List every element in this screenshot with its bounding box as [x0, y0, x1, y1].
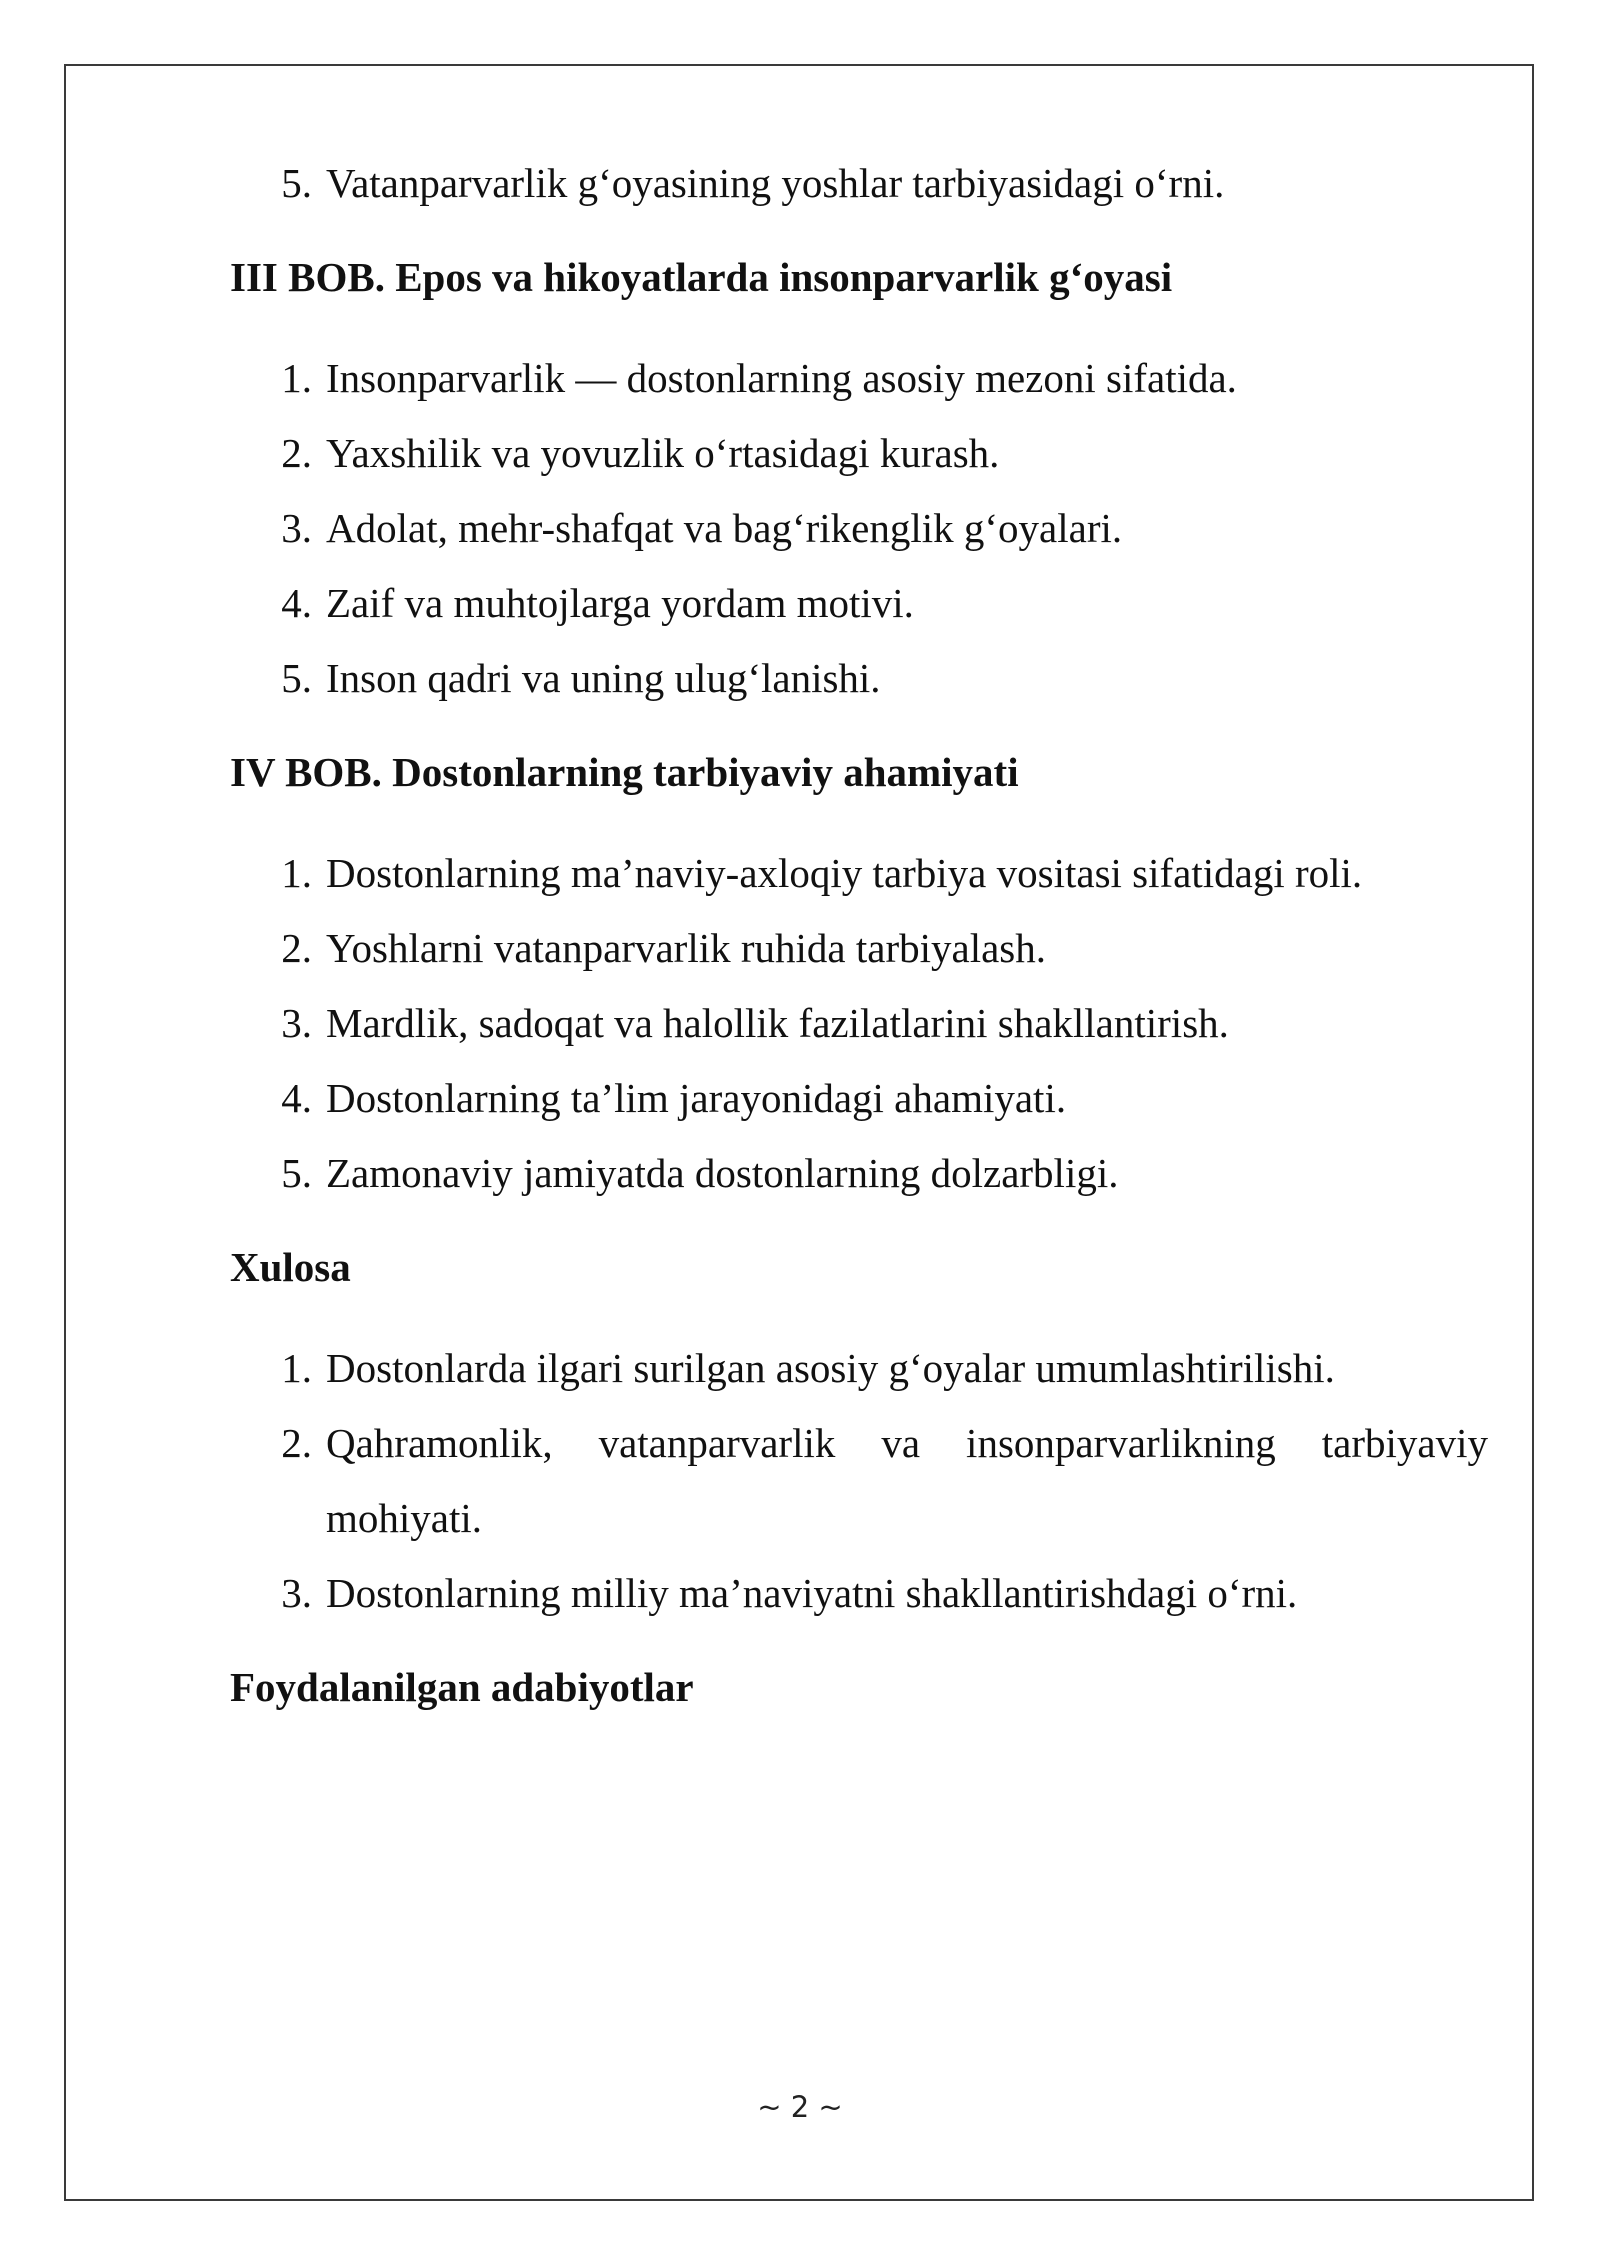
- section-iv-list: [230, 836, 1488, 1211]
- list-item: [230, 1406, 1488, 1556]
- list-item: [230, 491, 1488, 566]
- list-item-number: 1.: [281, 1345, 312, 1391]
- list-item: [230, 341, 1488, 416]
- list-item: [230, 641, 1488, 716]
- list-item-number: 5.: [281, 1150, 312, 1196]
- list-item-text: Yaxshilik va yovuzlik o‘rtasidagi kurash.: [326, 430, 1000, 476]
- section-iii-list: [230, 341, 1488, 716]
- list-item-text: Yoshlarni vatanparvarlik ruhida tarbiyalash.: [326, 925, 1046, 971]
- section-heading-iv: IV BOB. Dostonlarning tarbiyaviy ahamiyati: [230, 749, 1019, 795]
- list-item-number: 3.: [281, 505, 312, 551]
- list-item: [230, 566, 1488, 641]
- list-item-text: Insonparvarlik — dostonlarning asosiy mezoni sifatida.: [326, 355, 1237, 401]
- list-item-text: Zaif va muhtojlarga yordam motivi.: [326, 580, 914, 626]
- list-item-text: Qahramonlik, vatanparvarlik va insonparvarlikning tarbiyaviy mohiyati.: [326, 1420, 1488, 1541]
- list-item-number: 5.: [281, 655, 312, 701]
- section-heading-iii: III BOB. Epos va hikoyatlarda insonparvarlik g‘oyasi: [230, 254, 1173, 300]
- section-heading-xulosa: Xulosa: [230, 1244, 351, 1290]
- list-item-number: 2.: [281, 1420, 312, 1466]
- list-item-number: 3.: [281, 1000, 312, 1046]
- list-item-text: Mardlik, sadoqat va halollik fazilatlarini shakllantirish.: [326, 1000, 1229, 1046]
- list-item-text: Adolat, mehr-shafqat va bag‘rikenglik g‘oyalari.: [326, 505, 1123, 551]
- list-item-number: 4.: [281, 580, 312, 626]
- section-heading-references: Foydalanilgan adabiyotlar: [230, 1664, 694, 1710]
- list-item-text: Zamonaviy jamiyatda dostonlarning dolzarbligi.: [326, 1150, 1119, 1196]
- document-content: [230, 146, 1488, 1713]
- list-item-text: Inson qadri va uning ulug‘lanishi.: [326, 655, 881, 701]
- list-item-text: Vatanparvarlik g‘oyasining yoshlar tarbiyasidagi o‘rni.: [326, 160, 1225, 206]
- list-item-text: Dostonlarning ta’lim jarayonidagi ahamiyati.: [326, 1075, 1067, 1121]
- xulosa-list: [230, 1331, 1488, 1631]
- list-item-number: 2.: [281, 925, 312, 971]
- list-item-number: 4.: [281, 1075, 312, 1121]
- list-item-text: Dostonlarning milliy ma’naviyatni shakllantirishdagi o‘rni.: [326, 1570, 1298, 1616]
- list-item: [230, 1136, 1488, 1211]
- continued-list: [230, 146, 1488, 221]
- list-item-number: 3.: [281, 1570, 312, 1616]
- list-item: [230, 836, 1488, 911]
- list-item: [230, 1061, 1488, 1136]
- list-item: [230, 1331, 1488, 1406]
- list-item-text: Dostonlarning ma’naviy-axloqiy tarbiya vositasi sifatidagi roli.: [326, 850, 1363, 896]
- page-number: ~ 2 ~: [757, 2090, 843, 2124]
- list-item-text: Dostonlarda ilgari surilgan asosiy g‘oyalar umumlashtirilishi.: [326, 1345, 1335, 1391]
- list-item: [230, 146, 1488, 221]
- list-item-number: 2.: [281, 430, 312, 476]
- list-item-number: 1.: [281, 850, 312, 896]
- list-item: [230, 416, 1488, 491]
- list-item: [230, 911, 1488, 986]
- list-item-number: 5.: [281, 160, 312, 206]
- list-item: [230, 1556, 1488, 1631]
- list-item-number: 1.: [281, 355, 312, 401]
- list-item: [230, 986, 1488, 1061]
